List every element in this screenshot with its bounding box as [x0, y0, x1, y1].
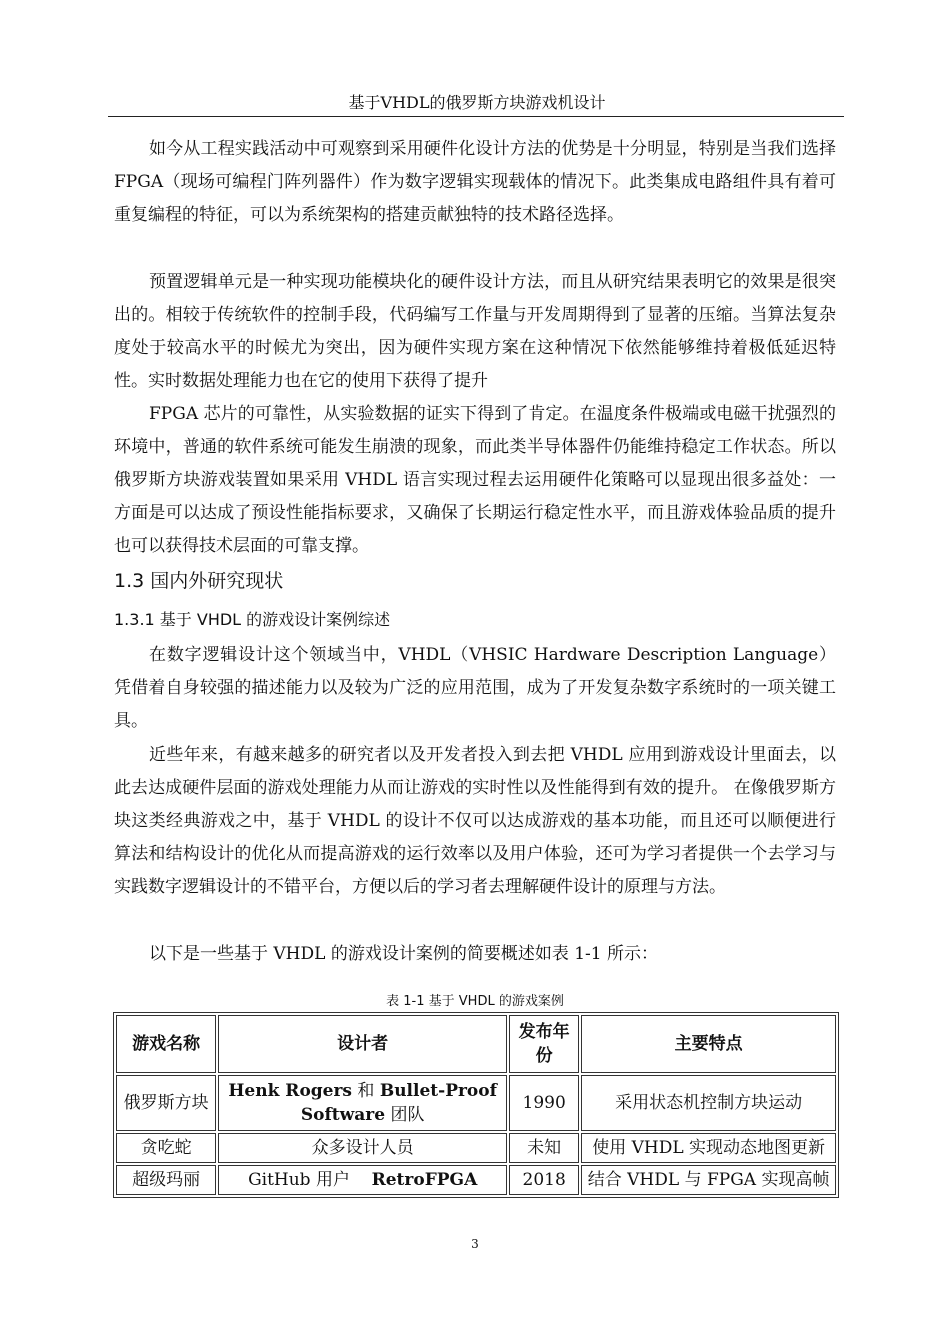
header-main-features: 主要特点	[581, 1015, 836, 1073]
cell-year: 2018	[509, 1165, 579, 1195]
table-header-row	[116, 1015, 836, 1073]
paragraph-3: FPGA 芯片的可靠性，从实验数据的证实下得到了肯定。在温度条件极端或电磁干扰强烈的环境中，普通的软件系统可能发生崩溃的现象，而此类半导体器件仍能维持稳定工作状态。所以俄罗斯方块游戏装置如果采用 VHDL 语言实现过程去运用硬件化策略可以显现出很多益处：一方面是可以达成了预设性能指标要求，又确保了长期运行稳定性水平，而且游戏体验品质的提升也可以获得技术层面的可靠支撑。	[114, 404, 836, 556]
cell-game-name: 超级玛丽	[116, 1165, 216, 1195]
header-rule	[108, 116, 844, 117]
table-row	[116, 1075, 836, 1131]
table-row	[116, 1133, 836, 1163]
paragraph-4: 在数字逻辑设计这个领域当中，VHDL（VHSIC Hardware Description Language）凭借着自身较强的描述能力以及较为广泛的应用范围，成为了开发复杂数字系统时的一项关键工具。	[114, 645, 836, 731]
subsection-heading: 1.3.1 基于 VHDL 的游戏设计案例综述	[114, 610, 391, 629]
designer-separator: 和	[352, 1081, 380, 1101]
cell-game-name: 贪吃蛇	[116, 1133, 216, 1163]
designer-suffix: 团队	[385, 1105, 425, 1125]
cell-designer: 众多设计人员	[218, 1133, 507, 1163]
cell-feature: 采用状态机控制方块运动	[581, 1075, 836, 1131]
cell-game-name: 俄罗斯方块	[116, 1075, 216, 1131]
designer-handle: RetroFPGA	[371, 1170, 478, 1190]
paragraph-1: 如今从工程实践活动中可观察到采用硬件化设计方法的优势是十分明显，特别是当我们选择 FPGA（现场可编程门阵列器件）作为数字逻辑实现载体的情况下。此类集成电路组件具有着可重复编程的特征，可以为系统架构的搭建贡献独特的技术路径选择。	[114, 139, 836, 225]
table-caption: 表 1-1 基于 VHDL 的游戏案例	[386, 994, 564, 1009]
cell-designer	[218, 1075, 507, 1131]
paragraph-5: 近些年来，有越来越多的研究者以及开发者投入到去把 VHDL 应用到游戏设计里面去，以此去达成硬件层面的游戏处理能力从而让游戏的实时性以及性能得到有效的提升。 在像俄罗斯方块这类经典游戏之中，基于 VHDL 的设计不仅可以达成游戏的基本功能，而且还可以顺便进行算法和结构设计的优化从而提高游戏的运行效率以及用户体验，还可为学习者提供一个去学习与实践数字逻辑设计的不错平台，方便以后的学习者去理解硬件设计的原理与方法。	[114, 745, 836, 897]
game-cases-table	[113, 1012, 839, 1198]
table-row	[116, 1165, 836, 1195]
paragraph-2: 预置逻辑单元是一种实现功能模块化的硬件设计方法，而且从研究结果表明它的效果是很突出的。相较于传统软件的控制手段，代码编写工作量与开发周期得到了显著的压缩。当算法复杂度处于较高水平的时候尤为突出，因为硬件实现方案在这种情况下依然能够维持着极低延迟特性。实时数据处理能力也在它的使用下获得了提升	[114, 272, 836, 391]
paragraph-6: 以下是一些基于 VHDL 的游戏设计案例的简要概述如表 1-1 所示：	[149, 944, 659, 964]
page-number: 3	[471, 1237, 479, 1251]
header-release-year: 发布年份	[509, 1015, 579, 1073]
cell-year: 未知	[509, 1133, 579, 1163]
cell-feature: 使用 VHDL 实现动态地图更新	[581, 1133, 836, 1163]
designer-company: Bullet-Proof Software	[300, 1081, 497, 1125]
header-game-name: 游戏名称	[116, 1015, 216, 1073]
running-header: 基于VHDL的俄罗斯方块游戏机设计	[348, 93, 606, 112]
cell-year: 1990	[509, 1075, 579, 1131]
cell-feature: 结合 VHDL 与 FPGA 实现高帧	[581, 1165, 836, 1195]
header-designer: 设计者	[218, 1015, 507, 1073]
cell-designer	[218, 1165, 507, 1195]
section-heading: 1.3 国内外研究现状	[114, 570, 284, 592]
designer-name: Henk Rogers	[228, 1081, 353, 1101]
designer-prefix: GitHub 用户	[248, 1170, 350, 1190]
